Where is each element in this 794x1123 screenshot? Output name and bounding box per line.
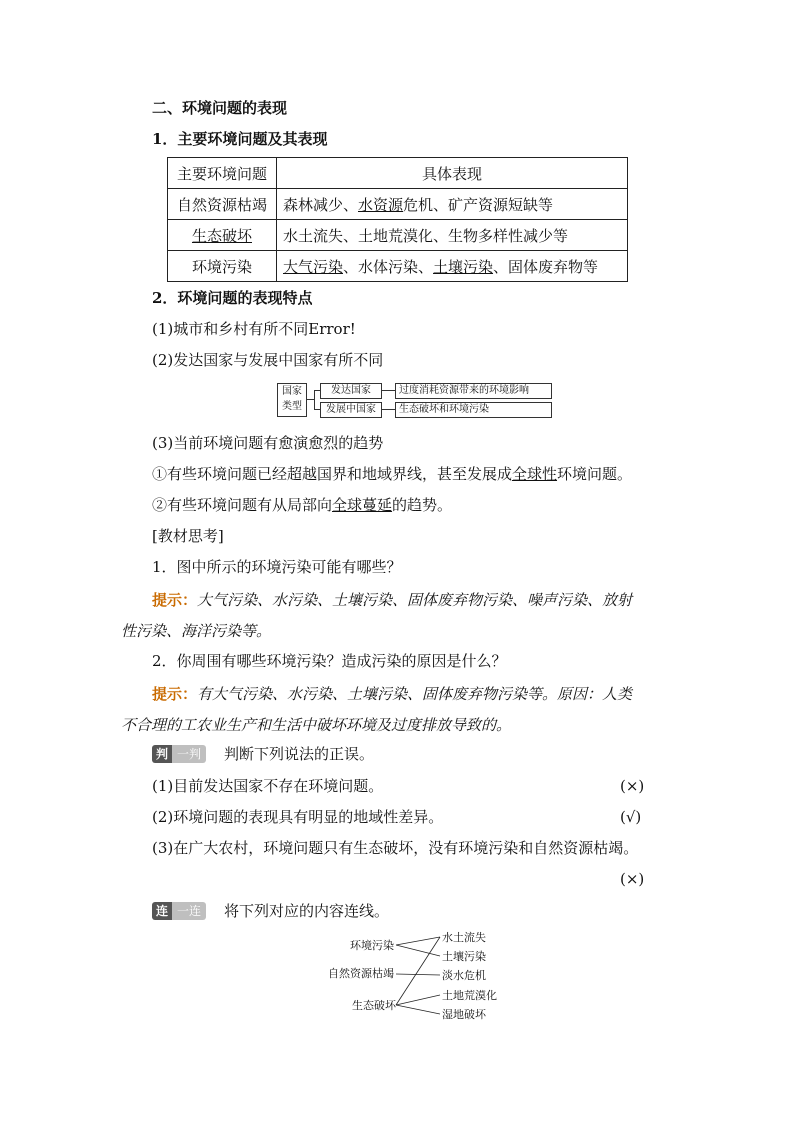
diagram-label: 类型 [282, 401, 302, 412]
table-row [168, 220, 628, 251]
diagram-connector [306, 399, 314, 400]
table-header-row [168, 158, 628, 189]
diagram-developing-box: 发展中国家 [320, 402, 382, 418]
judge-badge [152, 745, 206, 763]
text-span: ①有些环境问题已经超越国界和地域界线，甚至发展成 [152, 465, 513, 483]
underlined-text: 全球蔓延 [332, 496, 393, 514]
table-cell-detail [277, 189, 628, 220]
judge-mark-2: (√) [620, 808, 642, 826]
match-line [396, 995, 440, 1005]
point-2 [152, 495, 452, 515]
answer-2-line-2: 不合理的工农业生产和生活中破坏环境及过度排放导致的。 [121, 716, 512, 734]
diagram-developing-effect-box: 生态破坏和环境污染 [395, 402, 552, 418]
table-row [168, 189, 628, 220]
answer-1-line-1 [152, 589, 632, 610]
match-right-3: 淡水危机 [442, 969, 486, 982]
underlined-text: 水资源 [358, 195, 404, 214]
connect-instruction: 将下列对应的内容连线。 [224, 902, 390, 920]
matching-diagram [320, 925, 510, 1029]
subsection-title-2: 2．环境问题的表现特点 [152, 289, 313, 307]
text-span: ②有些环境问题有从局部向 [152, 496, 333, 514]
text-span: 环境问题。 [557, 465, 633, 483]
underlined-text: 大气污染 [283, 257, 344, 276]
text-span: 、水体污染、 [343, 257, 434, 276]
subsection-title-1: 1．主要环境问题及其表现 [152, 130, 328, 148]
judge-mark-3: (×) [620, 870, 645, 888]
match-line [396, 974, 440, 975]
answer-1-line-2: 性污染、海洋污染等。 [121, 622, 272, 640]
hint-label: 提示： [152, 685, 198, 703]
diagram-label: 国家 [282, 386, 302, 397]
item-2: (2)发达国家与发展中国家有所不同 [152, 351, 384, 369]
match-right-5: 湿地破坏 [442, 1008, 486, 1021]
judge-item-2: (2)环境问题的表现具有明显的地域性差异。 [152, 808, 444, 826]
diagram-connector [381, 409, 395, 410]
text-span: 森林减少、 [283, 195, 359, 214]
diagram-connector [381, 390, 395, 391]
match-left-1: 环境污染 [350, 939, 394, 952]
match-left-3: 生态破坏 [352, 999, 396, 1012]
badge-left: 连 [152, 902, 172, 920]
underlined-text: 土壤污染 [433, 257, 494, 276]
item-3: (3)当前环境问题有愈演愈烈的趋势 [152, 434, 384, 452]
hint-label: 提示： [152, 591, 198, 609]
match-right-1: 水土流失 [442, 931, 486, 944]
text-span: 的趋势。 [392, 496, 453, 514]
badge-right: 一连 [172, 902, 206, 920]
table-header-cell: 具体表现 [277, 158, 628, 189]
table-cell-problem: 自然资源枯竭 [168, 189, 277, 220]
match-line [396, 1005, 440, 1014]
match-right-2: 土壤污染 [442, 950, 486, 963]
point-1 [152, 464, 632, 484]
underlined-text: 全球性 [512, 465, 558, 483]
judge-item-1: (1)目前发达国家不存在环境问题。 [152, 777, 384, 795]
table-header-cell: 主要环境问题 [168, 158, 277, 189]
table-cell-problem [168, 220, 277, 251]
text-span: 、固体废弃物等 [493, 257, 599, 276]
table-cell-problem: 环境污染 [168, 251, 277, 282]
match-left-2: 自然资源枯竭 [328, 967, 394, 980]
text-span: 危机、矿产资源短缺等 [403, 195, 554, 214]
match-line [396, 937, 440, 945]
badge-right: 一判 [172, 745, 206, 763]
answer-2-line-1 [152, 683, 632, 704]
question-1: 1．图中所示的环境污染可能有哪些？ [152, 558, 402, 576]
match-line [396, 937, 440, 1005]
textbook-think-label: [教材思考] [152, 527, 224, 545]
table-row [168, 251, 628, 282]
judge-instruction: 判断下列说法的正误。 [224, 745, 375, 763]
answer-text: 有大气污染、水污染、土壤污染、固体废弃物污染等。原因：人类 [197, 685, 633, 703]
table-cell-detail [277, 251, 628, 282]
question-2: 2．你周围有哪些环境污染？造成污染的原因是什么？ [152, 652, 507, 670]
diagram-connector [314, 390, 315, 409]
diagram-developed-box: 发达国家 [320, 383, 382, 399]
item-1: (1)城市和乡村有所不同Error! [152, 320, 356, 338]
badge-left: 判 [152, 745, 172, 763]
section-title: 二、环境问题的表现 [152, 99, 288, 117]
underlined-text: 生态破坏 [191, 226, 252, 245]
diagram-country-type-box [277, 383, 307, 417]
diagram-developed-effect-box: 过度消耗资源带来的环境影响 [395, 383, 552, 399]
environment-problems-table [167, 157, 628, 282]
judge-item-3: (3)在广大农村，环境问题只有生态破坏，没有环境污染和自然资源枯竭。 [152, 839, 639, 857]
match-right-4: 土地荒漠化 [442, 989, 497, 1002]
judge-mark-1: (×) [620, 777, 645, 795]
answer-text: 大气污染、水污染、土壤污染、固体废弃物污染、噪声污染、放射 [197, 591, 633, 609]
connect-badge [152, 902, 206, 920]
table-cell-detail: 水土流失、土地荒漠化、生物多样性减少等 [277, 220, 628, 251]
